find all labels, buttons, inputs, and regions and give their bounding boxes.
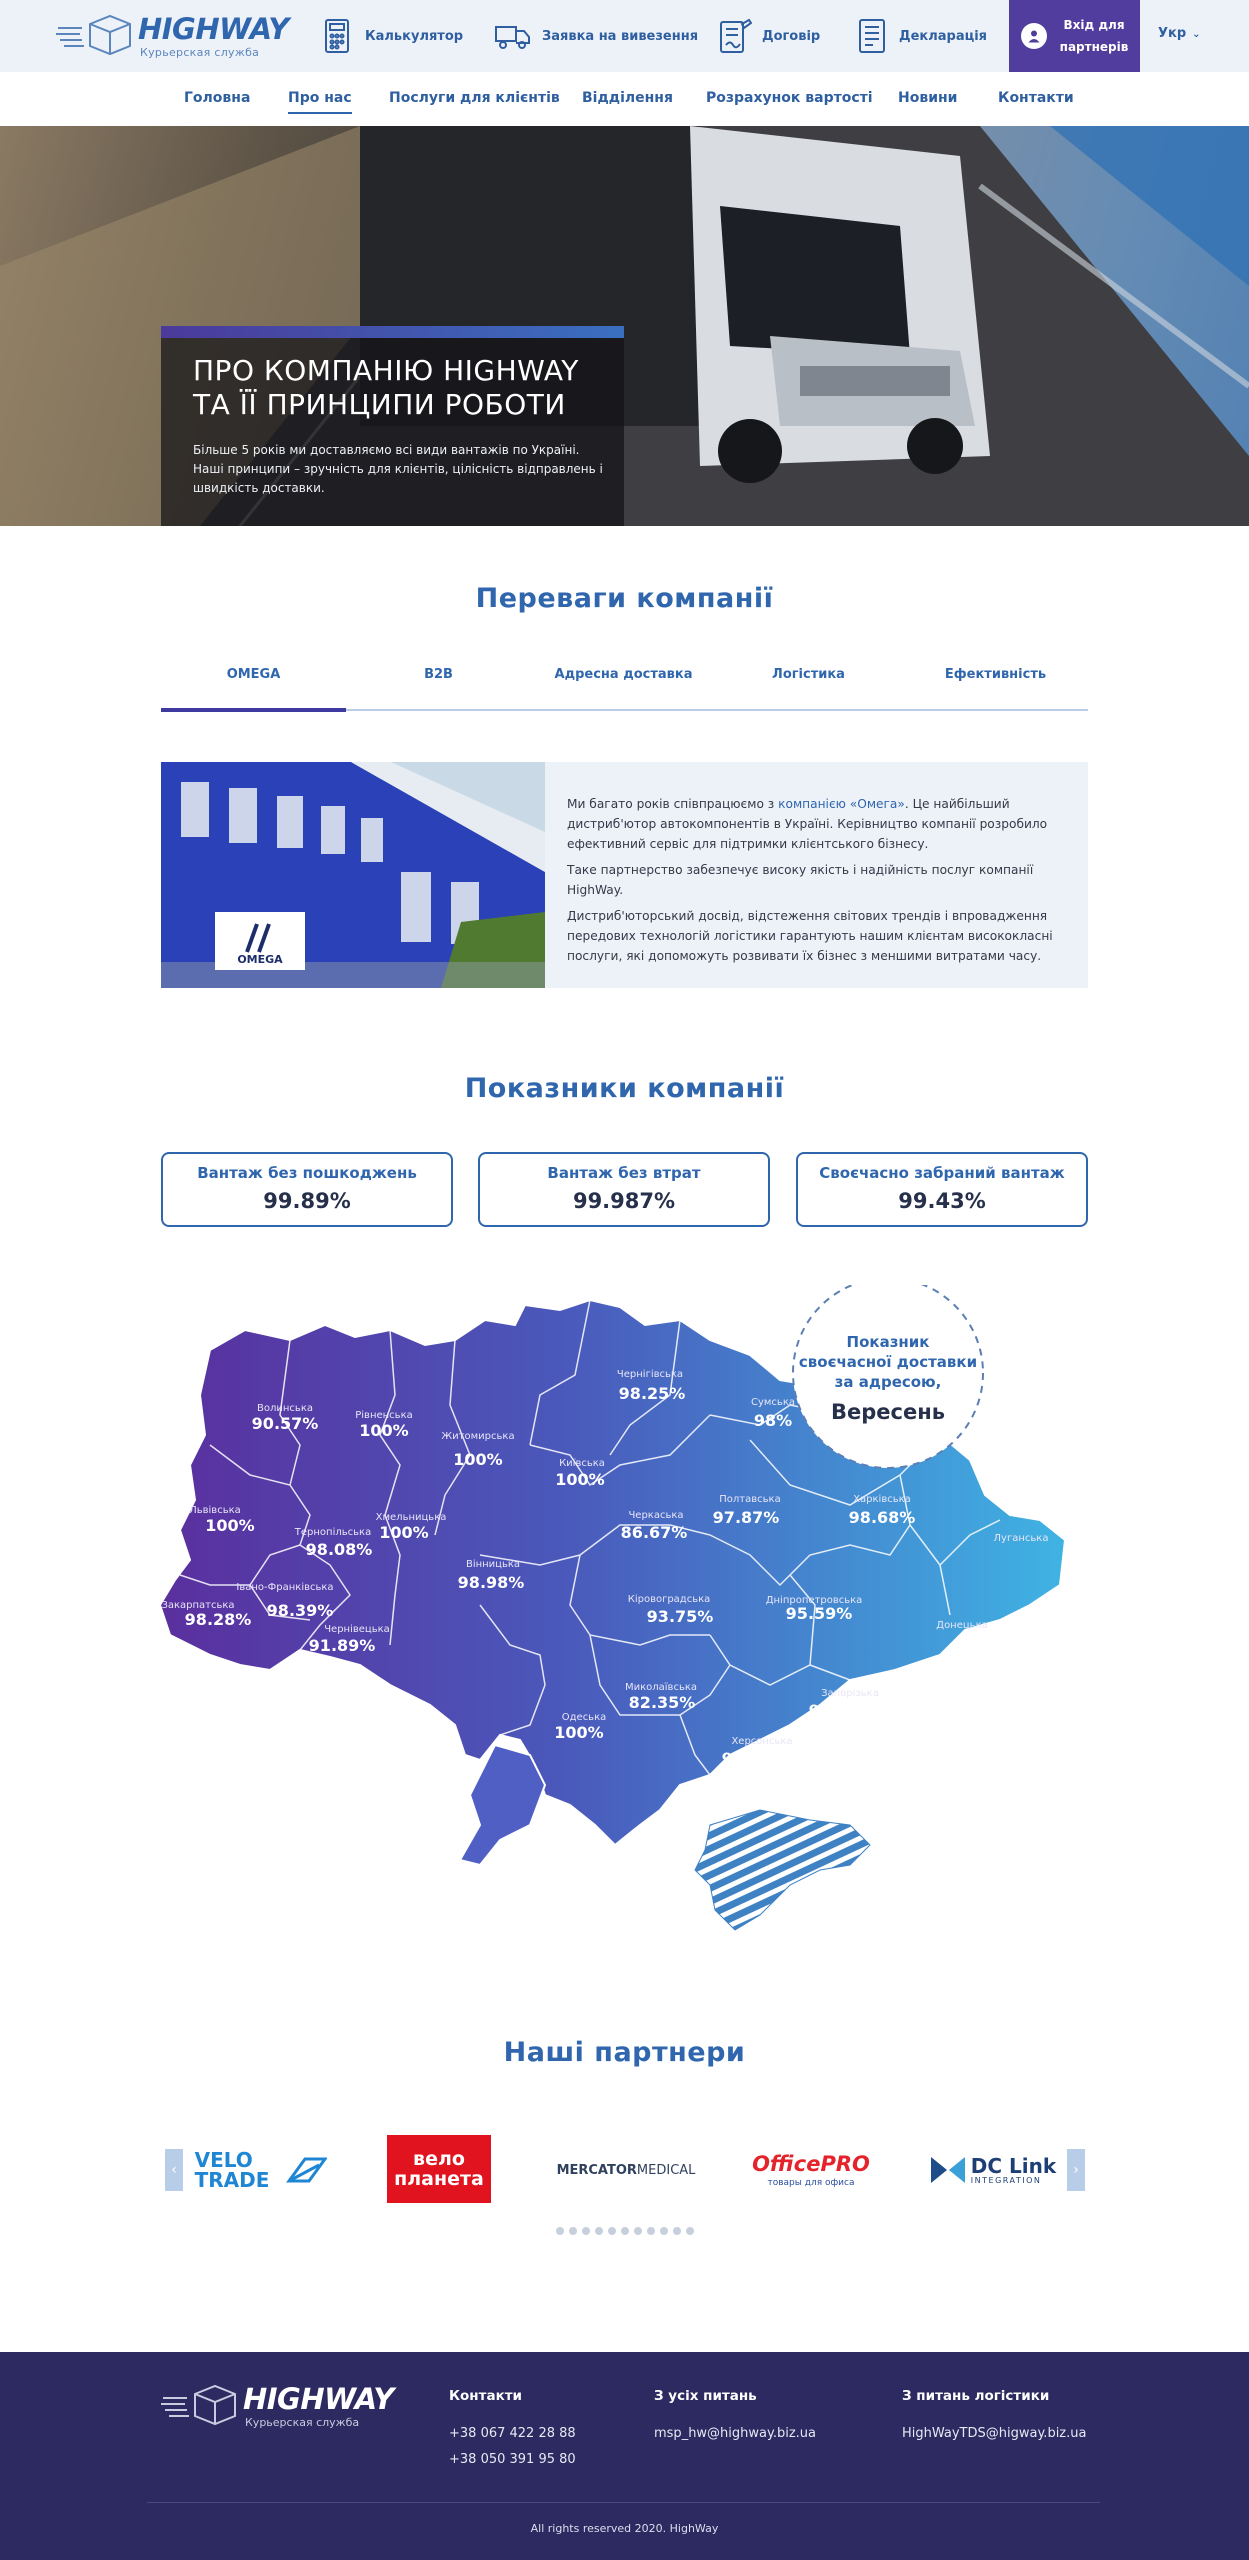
calculator-link[interactable] (323, 14, 463, 58)
footer (0, 2352, 1249, 2560)
delivery-indicator-badge (793, 1285, 983, 1468)
omega-p3: Дистриб'юторський досвід, відстеження світових трендів і впровадження передових технологій логістики гарантують нашим клієнтам висококласні послуги, які допоможуть розвивати їх бізнес з меншими витратами часу. (567, 909, 1053, 963)
region-sumy-value: 98% (753, 1411, 793, 1430)
footer-brand-tagline: Курьерская служба (245, 2416, 360, 2429)
contract-label: Договір (762, 28, 821, 44)
declaration-icon (857, 18, 889, 54)
stat-value: 99.89% (263, 1189, 351, 1213)
partner-logo-dclink[interactable] (921, 2135, 1066, 2205)
contract-icon (718, 18, 752, 54)
stat-title: Своєчасно забраний вантаж (819, 1164, 1065, 1182)
region-volyn-value: 90.57% (251, 1414, 319, 1433)
region-lviv-value: 100% (205, 1516, 255, 1535)
user-icon (1021, 23, 1047, 49)
region-luhansk-name: Луганська (993, 1533, 1049, 1544)
region-vinnytsia-value: 98.98% (457, 1573, 525, 1592)
map-crimea (695, 1810, 870, 1930)
nav-about[interactable]: Про нас (288, 90, 352, 106)
brand-tagline: Курьерская служба (140, 46, 260, 59)
partner-login-line2: партнерів (1059, 40, 1129, 54)
nav-news[interactable]: Новини (898, 90, 958, 106)
region-khmelnytskyi-value: 100% (379, 1523, 429, 1542)
region-kirovohrad-value: 93.75% (646, 1607, 714, 1626)
nav-contacts[interactable]: Контакти (998, 90, 1074, 106)
region-cherkasy-name: Черкаська (628, 1510, 684, 1521)
box-logo-icon (56, 12, 136, 58)
region-cherkasy-value: 86.67% (620, 1523, 688, 1542)
region-odesa-name: Одеська (561, 1712, 607, 1723)
region-rivne-name: Рівненська (355, 1410, 413, 1421)
partner-logo-veloplaneta[interactable] (387, 2135, 491, 2203)
carousel-dot[interactable] (556, 2227, 564, 2235)
carousel-dot[interactable] (608, 2227, 616, 2235)
omega-panel (161, 762, 1088, 988)
footer-general (654, 2388, 816, 2452)
partner-login-button[interactable] (1009, 0, 1140, 72)
nav-branches[interactable]: Відділення (582, 90, 673, 106)
region-chernivtsi-name: Чернівецька (324, 1624, 390, 1635)
hero-title-line2: ТА ЇЇ ПРИНЦИПИ РОБОТИ (193, 388, 566, 421)
partner-logo-velotrade[interactable] (191, 2135, 331, 2205)
region-khmelnytskyi-name: Хмельницька (375, 1512, 447, 1523)
region-mykolaiv-name: Миколаївська (624, 1682, 698, 1693)
language-label: Укр (1158, 26, 1187, 41)
velotrade-line1: VELO (194, 2148, 253, 2172)
pickup-request-label: Заявка на вивезення (542, 28, 699, 44)
carousel-dot[interactable] (647, 2227, 655, 2235)
tab-omega[interactable]: OMEGA (161, 667, 346, 682)
footer-brand-name: HIGHWAY (243, 2382, 394, 2416)
declaration-link[interactable] (857, 14, 987, 58)
stat-card-no-loss (478, 1152, 770, 1227)
footer-logistics (902, 2388, 1086, 2452)
region-dnipropetrovsk-name: Дніпропетровська (765, 1595, 863, 1606)
stat-title: Вантаж без втрат (547, 1164, 701, 1182)
ukraine-delivery-map (150, 1285, 1100, 1955)
carousel-dot[interactable] (621, 2227, 629, 2235)
hero-accent-bar (161, 326, 624, 338)
partners-title: Наші партнери (503, 2037, 746, 2068)
tab-efficiency[interactable]: Ефективність (944, 667, 1047, 682)
footer-logo[interactable] (161, 2382, 394, 2430)
chevron-down-icon: ⌄ (1192, 29, 1201, 40)
indicators-title: Показники компанії (464, 1073, 785, 1104)
mercator-text-b: MEDICAL (636, 2162, 696, 2178)
language-selector[interactable] (1158, 26, 1201, 41)
carousel-dot[interactable] (634, 2227, 642, 2235)
region-ivano-frankivsk-value: 98.39% (266, 1601, 334, 1620)
declaration-label: Декларація (899, 28, 988, 44)
partner-logo-mercator[interactable] (551, 2135, 701, 2205)
carousel-dot[interactable] (595, 2227, 603, 2235)
truck-icon (494, 21, 532, 51)
footer-contacts (449, 2388, 576, 2478)
hero-title-line1: ПРО КОМПАНІЮ HIGHWAY (193, 354, 579, 387)
region-zhytomyr-value: 100% (453, 1450, 503, 1469)
dclink-name: DC Link (970, 2153, 1057, 2178)
region-poltava-name: Полтавська (719, 1494, 781, 1505)
omega-p1-end: . Це найбільший дистриб'ютор автокомпонентів в Україні. Керівництво компанії розробило ефективний сервіс для підтримки клієнтського бізнесу. (567, 797, 1048, 851)
mercator-text-a: MERCATOR (556, 2162, 637, 2178)
hero-caption (161, 326, 624, 526)
map-odesa-south (460, 1745, 545, 1865)
footer-general-title: З усіх питань (654, 2388, 757, 2404)
omega-p1-start: Ми багато років співпрацюємо з (567, 797, 779, 811)
footer-divider (147, 2502, 1100, 2503)
chevron-left-icon: ‹ (171, 2162, 177, 2178)
main-navigation (0, 72, 1249, 126)
top-bar (0, 0, 1249, 72)
carousel-dot[interactable] (660, 2227, 668, 2235)
omega-p2: Таке партнерство забезпечує високу якість і надійність послуг компанії HighWay. (567, 863, 1034, 897)
badge-line2: своєчасної доставки (798, 1353, 978, 1371)
tab-b2b[interactable]: B2B (424, 667, 453, 682)
chevron-right-icon: › (1073, 2162, 1079, 2178)
region-chernivtsi-value: 91.89% (308, 1636, 376, 1655)
brand-name: HIGHWAY (138, 12, 289, 46)
contract-link[interactable] (718, 14, 820, 58)
region-kyiv-name: Київська (559, 1458, 605, 1469)
region-lviv-name: Львівська (189, 1505, 241, 1516)
advantages-title: Переваги компанії (475, 583, 774, 614)
nav-cost-calculation[interactable]: Розрахунок вартості (706, 90, 873, 106)
region-ternopil-value: 98.08% (305, 1540, 373, 1559)
velotrade-line2: TRADE (194, 2168, 270, 2192)
hero-description: Більше 5 років ми доставляємо всі види вантажів по Україні. Наші принципи – зручність для клієнтів, цілісність відправлень і швидкість доставки. (193, 443, 603, 495)
region-kharkiv-name: Харківська (853, 1494, 911, 1505)
region-rivne-value: 100% (359, 1421, 409, 1440)
footer-logistics-title: З питань логістики (902, 2388, 1050, 2404)
tab-address-delivery[interactable]: Адресна доставка (554, 667, 693, 682)
pickup-request-link[interactable] (494, 14, 698, 58)
badge-line1: Показник (846, 1333, 930, 1351)
footer-phone-2[interactable]: +38 050 391 95 80 (449, 2452, 576, 2467)
region-vinnytsia-name: Вінницька (465, 1559, 521, 1570)
badge-month: Вересень (830, 1400, 946, 1424)
footer-phone-1[interactable]: +38 067 422 28 88 (449, 2426, 576, 2441)
region-ternopil-name: Тернопільська (294, 1527, 372, 1538)
region-sumy-name: Сумська (750, 1397, 796, 1408)
dclink-sub: INTEGRATION (970, 2175, 1042, 2185)
dclink-mark-icon (931, 2155, 965, 2185)
omega-company-link[interactable]: компанією «Омега» (778, 797, 905, 811)
stat-value: 99.43% (898, 1189, 986, 1213)
region-ivano-frankivsk-name: Івано-Франківська (236, 1582, 334, 1593)
veloplaneta-line1: вело (413, 2148, 465, 2170)
partners-carousel (161, 2135, 1088, 2215)
veloplaneta-line2: планета (394, 2168, 484, 2190)
stat-title: Вантаж без пошкоджень (197, 1164, 417, 1182)
footer-logistics-email[interactable]: HighWayTDS@higway.biz.ua (902, 2426, 1087, 2441)
region-chernihiv-value: 98.25% (618, 1384, 686, 1403)
carousel-prev-button[interactable] (165, 2149, 183, 2191)
region-mykolaiv-value: 82.35% (628, 1693, 696, 1712)
calculator-icon (323, 18, 355, 54)
region-zaporizhzhia-value: 94.74% (808, 1701, 876, 1720)
region-zakarpattia-name: Закарпатська (161, 1600, 235, 1611)
omega-description (567, 794, 1072, 972)
badge-line3: за адресою, (834, 1373, 942, 1391)
region-zhytomyr-name: Житомирська (441, 1431, 515, 1442)
hero-banner (0, 126, 1249, 526)
carousel-pagination (556, 2227, 694, 2237)
footer-contacts-title: Контакти (449, 2388, 523, 2404)
partner-login-line1: Вхід для (1063, 18, 1125, 32)
region-donetsk-name: Донецька (936, 1620, 988, 1631)
officepro-sub: товары для офиса (767, 2178, 855, 2188)
region-kirovohrad-name: Кіровоградська (627, 1594, 711, 1605)
region-volyn-name: Волинська (257, 1403, 313, 1414)
carousel-dot[interactable] (686, 2227, 694, 2235)
omega-logo-text: OMEGA (237, 953, 283, 966)
region-dnipropetrovsk-value: 95.59% (785, 1604, 853, 1623)
region-zakarpattia-value: 98.28% (184, 1610, 252, 1629)
carousel-dot[interactable] (582, 2227, 590, 2235)
carousel-dot[interactable] (673, 2227, 681, 2235)
calculator-label: Калькулятор (365, 28, 464, 44)
nav-home[interactable]: Головна (184, 90, 251, 106)
stat-card-no-damage (161, 1152, 453, 1227)
stat-value: 99.987% (572, 1189, 676, 1213)
velotrade-mark-icon (275, 2155, 327, 2185)
omega-building-photo (161, 762, 545, 988)
region-poltava-value: 97.87% (712, 1508, 780, 1527)
advantages-tabs (161, 655, 1088, 711)
partner-logo-officepro[interactable] (741, 2135, 881, 2205)
region-zaporizhzhia-name: Запорізька (821, 1688, 879, 1699)
nav-services[interactable]: Послуги для клієнтів (389, 90, 560, 106)
footer-general-email[interactable]: msp_hw@highway.biz.ua (654, 2426, 816, 2441)
brand-logo[interactable] (56, 12, 289, 60)
region-odesa-value: 100% (554, 1723, 604, 1742)
tab-logistics[interactable]: Логістика (772, 667, 845, 682)
officepro-name: OfficePRO (752, 2152, 870, 2176)
region-kharkiv-value: 98.68% (848, 1508, 916, 1527)
hero-title (193, 354, 579, 422)
region-chernihiv-name: Чернігівська (616, 1369, 684, 1380)
carousel-next-button[interactable] (1067, 2149, 1085, 2191)
region-kherson-value: 97.96% (721, 1749, 789, 1768)
carousel-dot[interactable] (569, 2227, 577, 2235)
box-logo-icon (161, 2382, 241, 2428)
region-kyiv-value: 100% (555, 1470, 605, 1489)
stat-card-timely-pickup (796, 1152, 1088, 1227)
region-kherson-name: Херсонська (731, 1736, 793, 1747)
footer-copyright: All rights reserved 2020. HighWay (530, 2522, 719, 2535)
